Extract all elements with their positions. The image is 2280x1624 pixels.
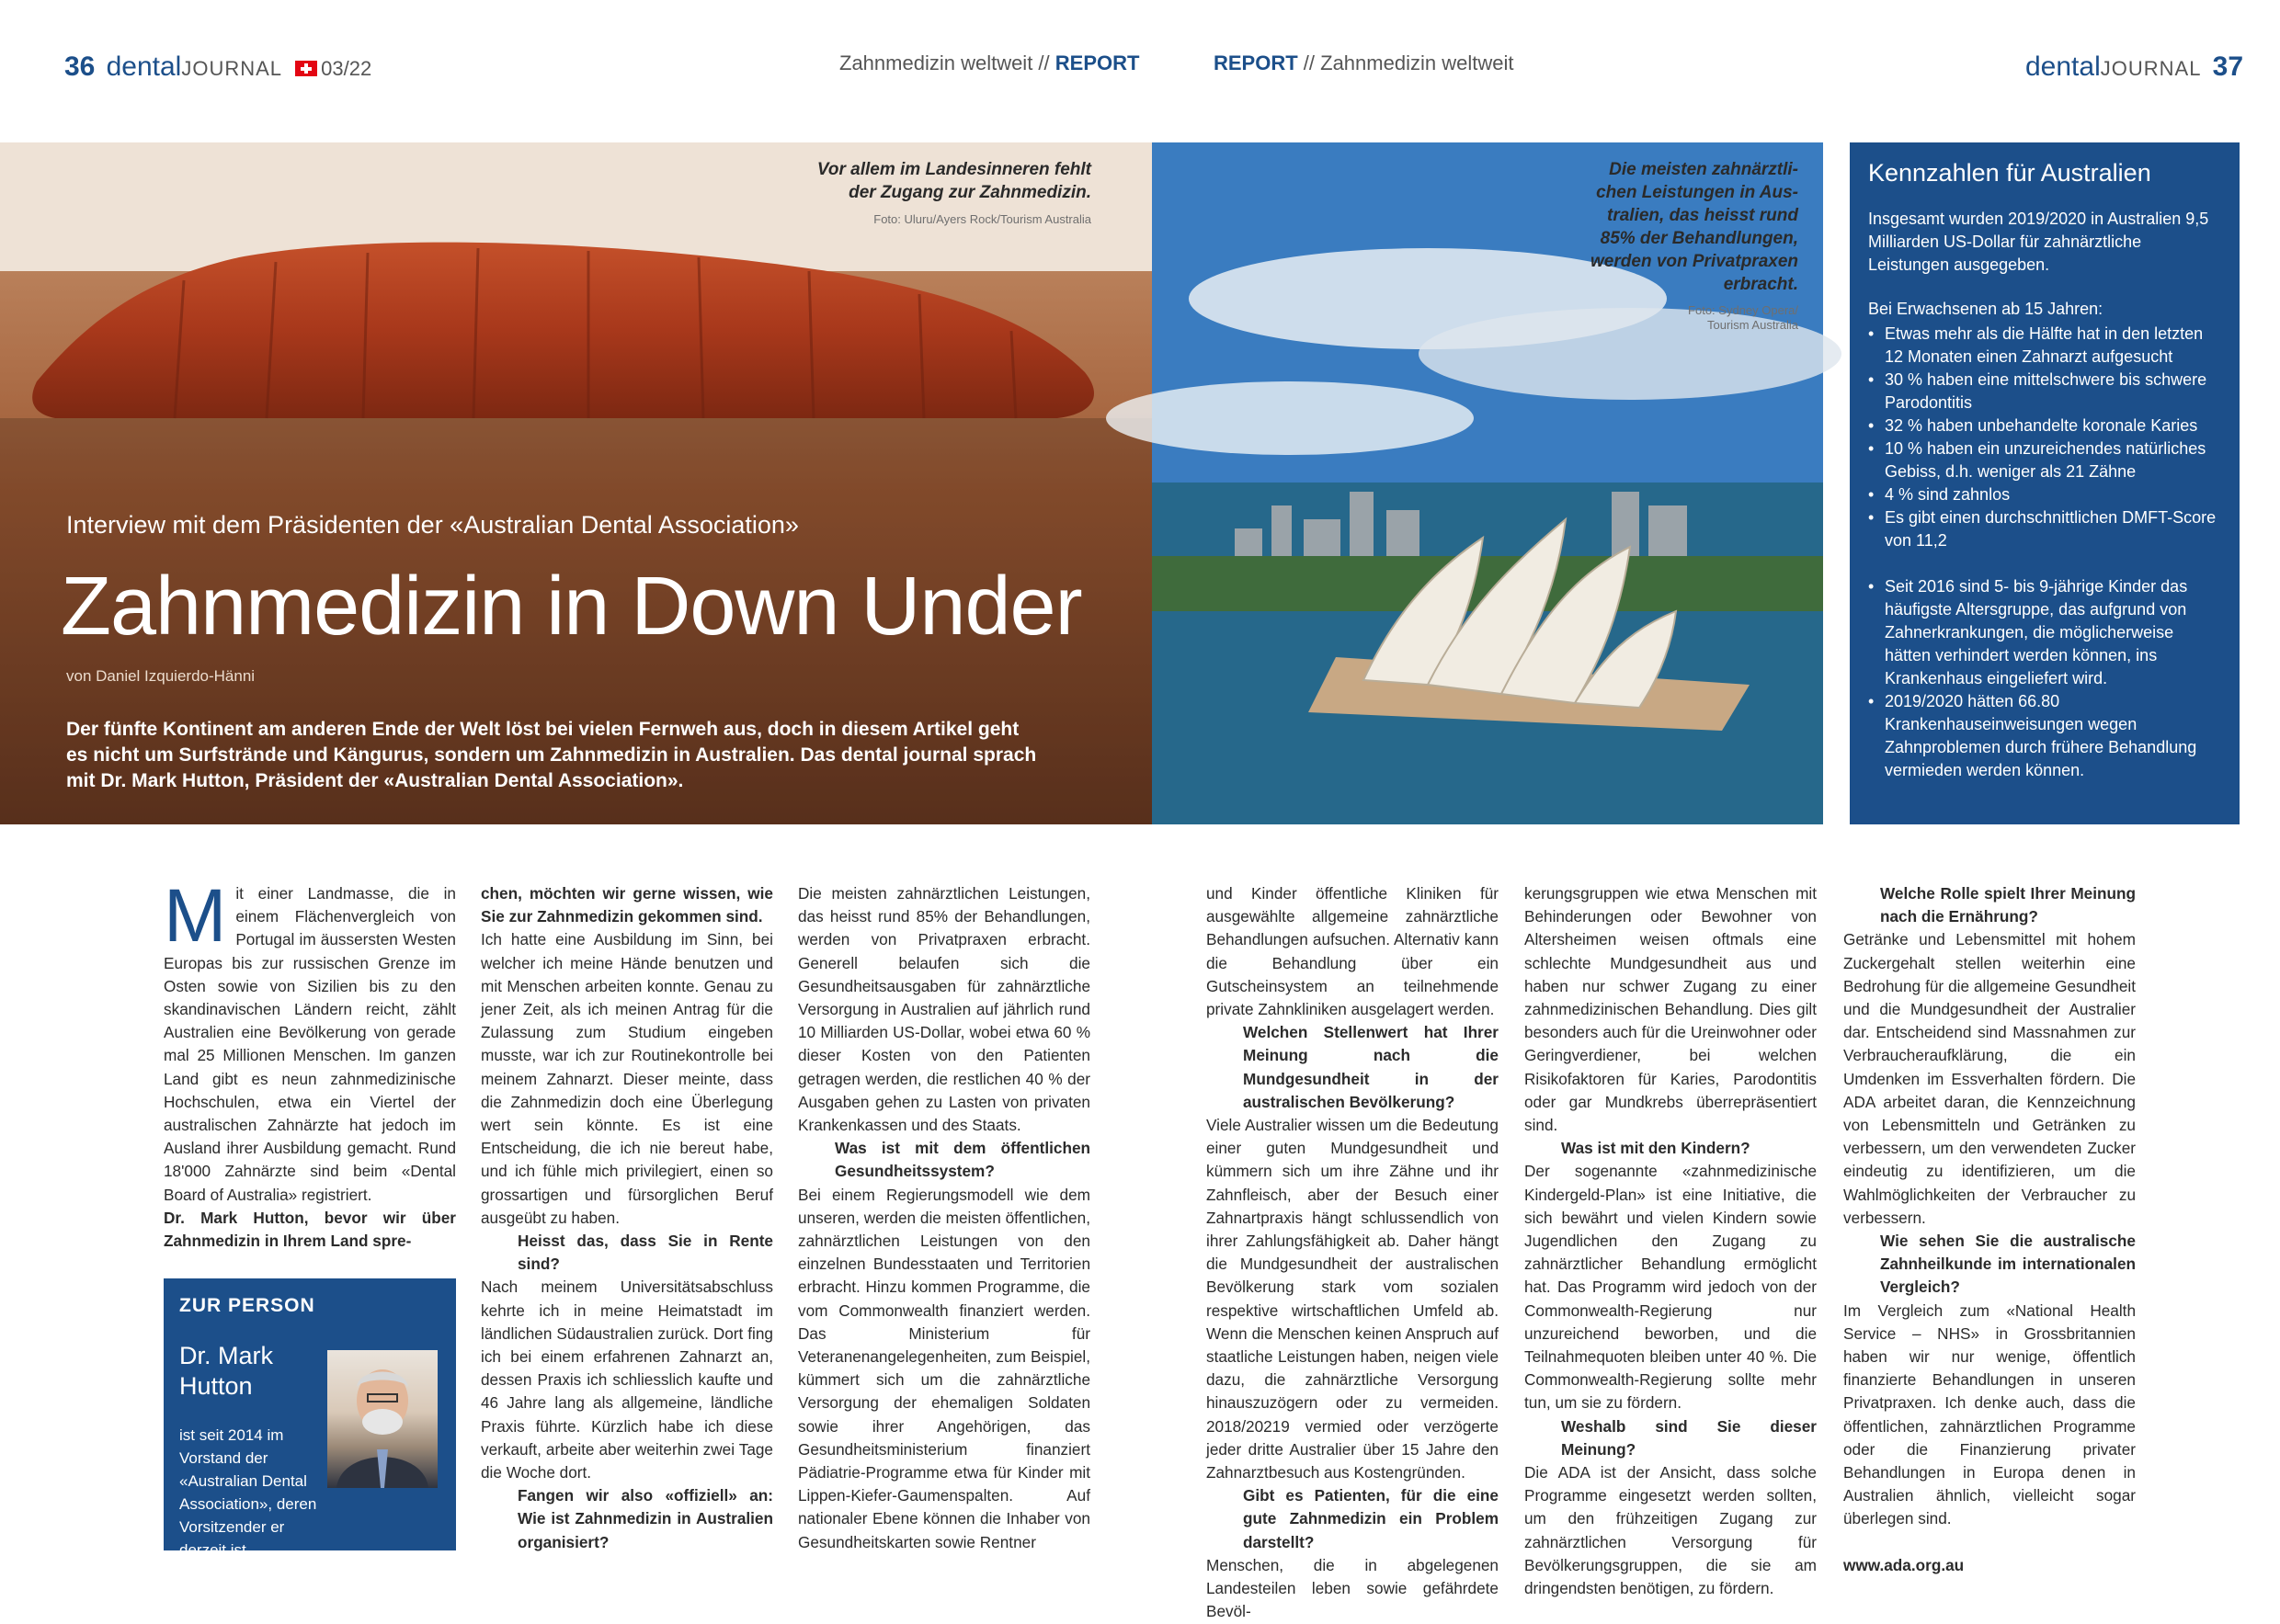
article-headline: Zahnmedizin in Down Under [61, 561, 1082, 653]
folio-right: dentalJOURNAL 37 [2025, 51, 2244, 82]
facts-box [1850, 142, 2240, 824]
list-item: • 10 % haben ein unzureichendes natürliches Gebiss, d.h. weniger als 21 Zähne [1868, 437, 2221, 483]
facts-title: Kennzahlen für Australien [1868, 159, 2151, 187]
facts-children-list [1868, 575, 2221, 782]
folio-left [64, 51, 371, 83]
article-lead: Der fünfte Kontinent am anderen Ende der Welt löst bei vielen Fernweh aus, doch in diesem Artikel geht es nicht um Surfstrände und Kängurus, sondern um Zahnmedizin in Australien. Das dental journal sprach mit Dr. Mark Hutton, Präsident der «Australian Dental Association». [66, 719, 1037, 791]
drop-cap: M [164, 874, 227, 958]
brand-logo-left: dental [106, 51, 182, 82]
article-column-5: kerungsgruppen wie etwa Menschen mit Behinderungen oder Bewohner von Altersheimen weisen oftmals eine schlechte Mundgesundheit aus und haben nur schwer Zugang zu einer zahnmedizinischen Behandlung. Dies gilt besonders auch für die Ureinwohner oder Geringverdiener, bei welchen Risikofaktoren für Karies, Parodontitis oder gar Mundkrebs überrepräsentiert sind. Was ist mit den Kindern? Der sogenannte «zahnmedizinische Kindergeld-Plan» ist eine Initiative, die sich bewährt und vielen Kindern sowie Jugendlichen den Zugang zu zahnärztlicher Behandlung ermöglicht hat. Das Programm wird jedoch von der Commonwealth-Regierung nur unzureichend beworben, und die Teilnahmequoten bleiben unter 40 %. Die Commonwealth-Regierung sollte mehr tun, um sie zu fördern. Weshalb sind Sie dieser Meinung? Die ADA ist der Ansicht, dass solche Programme eingesetzt werden sollten, um den frühzeitigen Zugang zur zahnärztlichen Versorgung für Bevölkerungsgruppen, die sie am dringendsten benötigen, zu fördern. [1524, 884, 1817, 1598]
facts-adults-list [1868, 323, 2221, 552]
portrait-illustration [327, 1350, 438, 1488]
article-column-2: chen, möchten wir gerne wissen, wie Sie zur Zahnmedizin gekommen sind. Ich hatte eine Ausbildung im Sinn, bei welcher ich meine Hände benutzen und mit Menschen arbeiten konnte. Genau zu jener Zeit, als ich meinen Antrag für die Zulassung zum Studium eingeben musste, war ich zur Routinekontrolle bei meinem Zahnarzt. Dieser meinte, dass die Zahnmedizin doch eine Überlegung wert sein könnte. Es ist eine Entscheidung, die ich nie bereut habe, und ich fühle mich privilegiert, einen so grossartigen und fürsorglichen Beruf ausgeübt zu haben. Heisst das, dass Sie in Rente sind? Nach meinem Universitätsabschluss kehrte ich in meine Heimatstadt im ländlichen Südaustralien zurück. Dort fing ich bei einem erfahrenen Zahnarzt an, dessen Praxis ich schliesslich kaufte und 46 Jahre lang als allgemeine, ländliche Praxis führte. Kürzlich habe ich diese verkauft, arbeite aber weiterhin zwei Tage die Woche dort. Fangen wir also «offiziell» an: Wie ist Zahnmedizin in Australien organisiert? [481, 884, 773, 1551]
person-text: ist seit 2014 im Vorstand der «Australian Dental Association», deren Vorsitzender er derzeit ist. [179, 1426, 317, 1559]
portrait-photo [327, 1350, 438, 1488]
facts-intro: Insgesamt wurden 2019/2020 in Australien 9,5 Milliarden US-Dollar für zahnärztliche Leistungen ausgegeben. [1868, 210, 2209, 274]
page-number-left: 36 [64, 51, 96, 82]
section-label-right: REPORT // Zahnmedizin weltweit [1214, 51, 1514, 74]
section-label-left: Zahnmedizin weltweit // REPORT [839, 51, 1140, 74]
list-item: • 2019/2020 hätten 66.80 Krankenhauseinweisungen wegen Zahnproblemen durch frühere Behandlung vermieden werden können. [1868, 690, 2221, 782]
ada-website-link[interactable]: www.ada.org.au [1843, 1555, 1965, 1574]
photo-credit-left: Foto: Uluru/Ayers Rock/Tourism Australia [873, 212, 1091, 226]
person-name: Dr. Mark Hutton [179, 1342, 274, 1400]
photo-caption-right: Die meisten zahnärztli- chen Leistungen in Aus- tralien, das heisst rund 85% der Behandlungen, werden von Privatpraxen erbracht. [1590, 160, 1798, 294]
photo-caption-left: Vor allem im Landesinneren fehlt der Zugang zur Zahnmedizin. [816, 160, 1091, 202]
photo-credit-right: Foto: Sydney Opera/ Tourism Australia [1688, 303, 1798, 332]
list-item: • Seit 2016 sind 5- bis 9-jährige Kinder das häufigste Altersgruppe, das aufgrund von Zahnerkrankungen, die möglicherweise hätten verhindert werden können, ins Krankenhaus eingeliefert wird. [1868, 575, 2221, 690]
article-kicker: Interview mit dem Präsidenten der «Australian Dental Association» [66, 511, 799, 539]
list-item: • 30 % haben eine mittelschwere bis schwere Parodontitis [1868, 369, 2221, 415]
article-column-3: Die meisten zahnärztlichen Leistungen, das heisst rund 85% der Behandlungen, werden von Privatpraxen erbracht. Generell belaufen sich die Gesundheitsausgaben für zahnärztliche Versorgung in Australien auf jährlich rund 10 Milliarden US-Dollar, wobei etwa 60 % dieser Kosten von den Patienten getragen werden, die restlichen 40 % der Ausgaben gehen zu Lasten von privaten Krankenkassen und des Staats. Was ist mit dem öffentlichen Gesundheitssystem? Bei einem Regierungsmodell wie dem unseren, werden die meisten öffentlichen, zahnärztlichen Leistungen von den einzelnen Bundesstaaten und Territorien erbracht. Hinzu kommen Programme, die vom Commonwealth finanziert werden. Das Ministerium für Veteranenangelegenheiten, zum Beispiel, kümmert sich um die zahnärztliche Versorgung der ehemaligen Soldaten sowie ihrer Angehörigen, das Gesundheitsministerium finanziert Pädiatrie-Programme etwa für Kinder mit Lippen-Kiefer-Gaumenspalten. Auf nationaler Ebene können die Inhaber von Gesundheitskarten sowie Rentner [798, 884, 1090, 1551]
article-byline: von Daniel Izquierdo-Hänni [66, 667, 256, 685]
page-number-right: 37 [2212, 51, 2244, 82]
brand-logo-left-b: JOURNAL [181, 57, 283, 80]
article-column-6: Welche Rolle spielt Ihrer Meinung nach die Ernährung? Getränke und Lebensmittel mit hohem Zuckergehalt stellen weiterhin eine Bedrohung für die allgemeine Gesundheit und die Mundgesundheit der Australier dar. Entscheidend sind Massnahmen zur Verbraucheraufklärung, die ein Umdenken im Essverhalten fördern. Die ADA arbeitet daran, die Kennzeichnung von Lebensmitteln und Getränken zu verbessern, um den verwendeten Zucker eindeutig zu identifizieren, um die Wahlmöglichkeiten der Verbraucher zu verbessern. Wie sehen Sie die australische Zahnheilkunde im internationalen Vergleich? Im Vergleich zum «National Health Service – NHS» in Grossbritannien haben wir nur wenige, öffentlich finanzierte Behandlungen in unseren Privatpraxen. Ich denke auch, dass die öffentlichen, zahnärztlichen Programme oder die Finanzierung privater Behandlungen in Europa denen in Australien ähnlich, vielleicht sogar überlegen sind. www.ada.org.au [1843, 882, 2136, 1577]
issue-number: 03/22 [321, 57, 372, 80]
list-item: • 32 % haben unbehandelte koronale Karies [1868, 415, 2221, 437]
list-item: • 4 % sind zahnlos [1868, 483, 2221, 506]
article-column-1: Mit einer Landmasse, die in einem Flächenvergleich von Portugal im äussersten Westen Europas bis zur russischen Grenze im Osten sowie von Sizilien bis zu den skandinavischen Ländern reicht, zählt Australien eine Bevölkerung von gerade mal 25 Millionen Menschen. Im ganzen Land gibt es neun zahnmedizinische Hochschulen, etwa ein Viertel der australischen Zahnärzte hat jedoch im Ausland ihrer Ausbildung gemacht. Rund 18'000 Zahnärzte sind beim «Dental Board of Australia» registriert. Dr. Mark Hutton, bevor wir über Zahnmedizin in Ihrem Land spre- [164, 874, 456, 1251]
facts-subhead: Bei Erwachsenen ab 15 Jahren: [1868, 300, 2103, 318]
brand-logo-right: dental [2025, 51, 2101, 82]
person-box [164, 1278, 456, 1559]
list-item: • Es gibt einen durchschnittlichen DMFT-Score von 11,2 [1868, 506, 2221, 552]
article-column-4: und Kinder öffentliche Kliniken für ausgewählte allgemeine zahnärztliche Behandlungen aufsuchen. Alternativ kann die Behandlung über ein Gutscheinsystem an teilnehmende private Zahnkliniken ausgelagert werden. Welchen Stellenwert hat Ihrer Meinung nach die Mundgesundheit in der australischen Bevölkerung? Viele Australier wissen um die Bedeutung einer guten Mundgesundheit und kümmern sich um ihre Zähne und ihr Zahnfleisch, aber der Besuch einer Zahnartpraxis hängt schlussendlich von ihrer Zahlungsfähigkeit ab. Daher hängt die Mundgesundheit der australischen Bevölkerung stark vom sozialen respektive wirtschaftlichen Umfeld ab. Wenn die Menschen keinen Anspruch auf staatliche Leistungen haben, neigen viele dazu, die zahnärztliche Versorgung hinauszuzögern oder zu vermeiden. 2018/20219 vermied oder verzögerte jeder dritte Australier über 15 Jahre den Zahnarztbesuch aus Kostengründen. Gibt es Patienten, für die eine gute Zahnmedizin ein Problem darstellt? Menschen, die in abgelegenen Landesteilen leben sowie gefährdete Bevöl- [1206, 884, 1499, 1621]
swiss-flag-icon [295, 61, 317, 76]
person-label: ZUR PERSON [179, 1295, 315, 1316]
list-item: • Etwas mehr als die Hälfte hat in den letzten 12 Monaten einen Zahnarzt aufgesucht [1868, 323, 2221, 369]
